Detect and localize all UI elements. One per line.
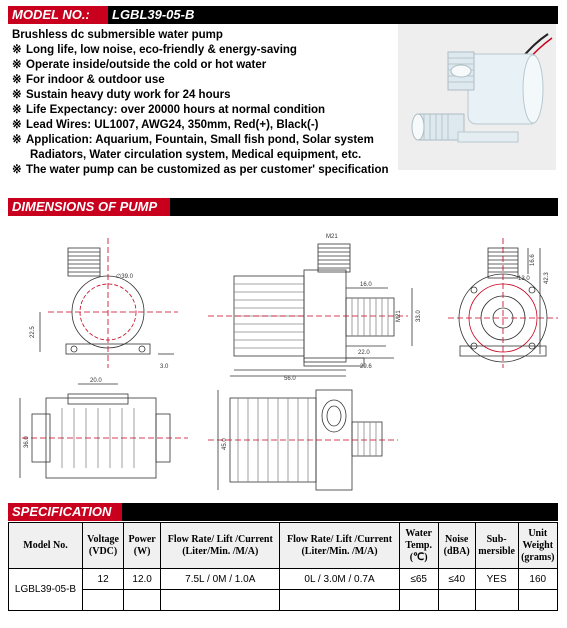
specification-bar: [8, 503, 558, 521]
side-length-label: 56.0: [284, 376, 296, 382]
spec-table: [8, 522, 558, 611]
header-water-temp: Water Temp. (℃): [399, 523, 438, 569]
feature-item: ※ Lead Wires: UL1007, AWG24, 350mm, Red(+), Black(-): [12, 119, 319, 131]
side-width-b-label: 22.0: [358, 350, 370, 356]
header-voltage: Voltage (VDC): [83, 523, 124, 569]
dimensions-title: DIMENSIONS OF PUMP: [8, 198, 170, 216]
cell-model: LGBL39-05-B: [9, 569, 83, 611]
dimension-drawings: [8, 218, 558, 500]
empty-cell: [518, 590, 557, 611]
model-title-bar: [8, 6, 558, 24]
feature-list: [12, 28, 404, 178]
table-row: [9, 569, 558, 590]
table-row-empty: [9, 590, 558, 611]
dimensions-bar: [8, 198, 558, 216]
pump-photo-illustration: [398, 24, 556, 170]
feature-item: ※ Sustain heavy duty work for 24 hours: [12, 89, 231, 101]
pump-photo: [398, 24, 556, 170]
model-label: MODEL NO.:: [12, 7, 90, 22]
feature-item-continued: Radiators, Water circulation system, Medical equipment, etc.: [30, 149, 362, 161]
empty-cell: [399, 590, 438, 611]
feature-item: ※ Operate inside/outside the cold or hot water: [12, 59, 267, 71]
cell-voltage: 12: [83, 569, 124, 590]
end-offset-label: 13.0: [518, 276, 530, 282]
header-noise: Noise (dBA): [438, 523, 475, 569]
specification-title: SPECIFICATION: [8, 503, 122, 521]
cell-flow-max: 7.5L / 0M / 1.0A: [161, 569, 280, 590]
side-view-drawing: [234, 244, 394, 366]
cell-submersible: YES: [475, 569, 518, 590]
cell-noise: ≤40: [438, 569, 475, 590]
empty-cell: [124, 590, 161, 611]
model-value: LGBL39-05-B: [112, 7, 195, 22]
header-lift-max: Flow Rate/ Lift /Current (Liter/Min. /M/A): [280, 523, 399, 569]
side-height-label: 33.0: [416, 310, 422, 322]
product-subtitle: Brushless dc submersible water pump: [12, 29, 223, 41]
end-total-label: 42.3: [544, 272, 550, 284]
bottom-view-drawing: [32, 394, 170, 478]
bottom-width-label: 20.0: [90, 378, 102, 384]
feature-item: ※ Life Expectancy: over 20000 hours at normal condition: [12, 104, 326, 116]
empty-cell: [161, 590, 280, 611]
feature-item: ※ For indoor & outdoor use: [12, 74, 165, 86]
end-top-label: 16.6: [530, 254, 536, 266]
top-view-drawing: [230, 390, 382, 490]
front-base-label: 3.0: [160, 364, 169, 370]
top-height-label: 45.0: [222, 438, 228, 450]
header-flow-max: Flow Rate/ Lift /Current (Liter/Min. /M/A): [161, 523, 280, 569]
side-outlet-label: M21: [396, 310, 402, 322]
side-width-a-label: 29.6: [360, 364, 372, 370]
header-model: Model No.: [9, 523, 83, 569]
cell-lift-max: 0L / 3.0M / 0.7A: [280, 569, 399, 590]
empty-cell: [280, 590, 399, 611]
cell-temp: ≤65: [399, 569, 438, 590]
empty-cell: [475, 590, 518, 611]
bottom-depth-label: 36.0: [24, 436, 30, 448]
header-submersible: Sub-mersible: [475, 523, 518, 569]
feature-item: ※ Long life, low noise, eco-friendly & energy-saving: [12, 44, 297, 56]
model-label-box: [8, 6, 108, 24]
front-height-label: 22.5: [30, 326, 36, 338]
feature-item: ※ The water pump can be customized as per customer' specification: [12, 164, 389, 176]
side-thread-label: M21: [326, 234, 338, 240]
cell-weight: 160: [518, 569, 557, 590]
header-power: Power (W): [124, 523, 161, 569]
front-diameter-label: ∅39.0: [116, 274, 133, 280]
spec-header-row: [9, 523, 558, 569]
header-weight: Unit Weight (grams): [518, 523, 557, 569]
cell-power: 12.0: [124, 569, 161, 590]
feature-item: ※ Application: Aquarium, Fountain, Small fish pond, Solar system: [12, 134, 374, 146]
empty-cell: [83, 590, 124, 611]
side-inlet-label: 16.0: [360, 282, 372, 288]
empty-cell: [438, 590, 475, 611]
